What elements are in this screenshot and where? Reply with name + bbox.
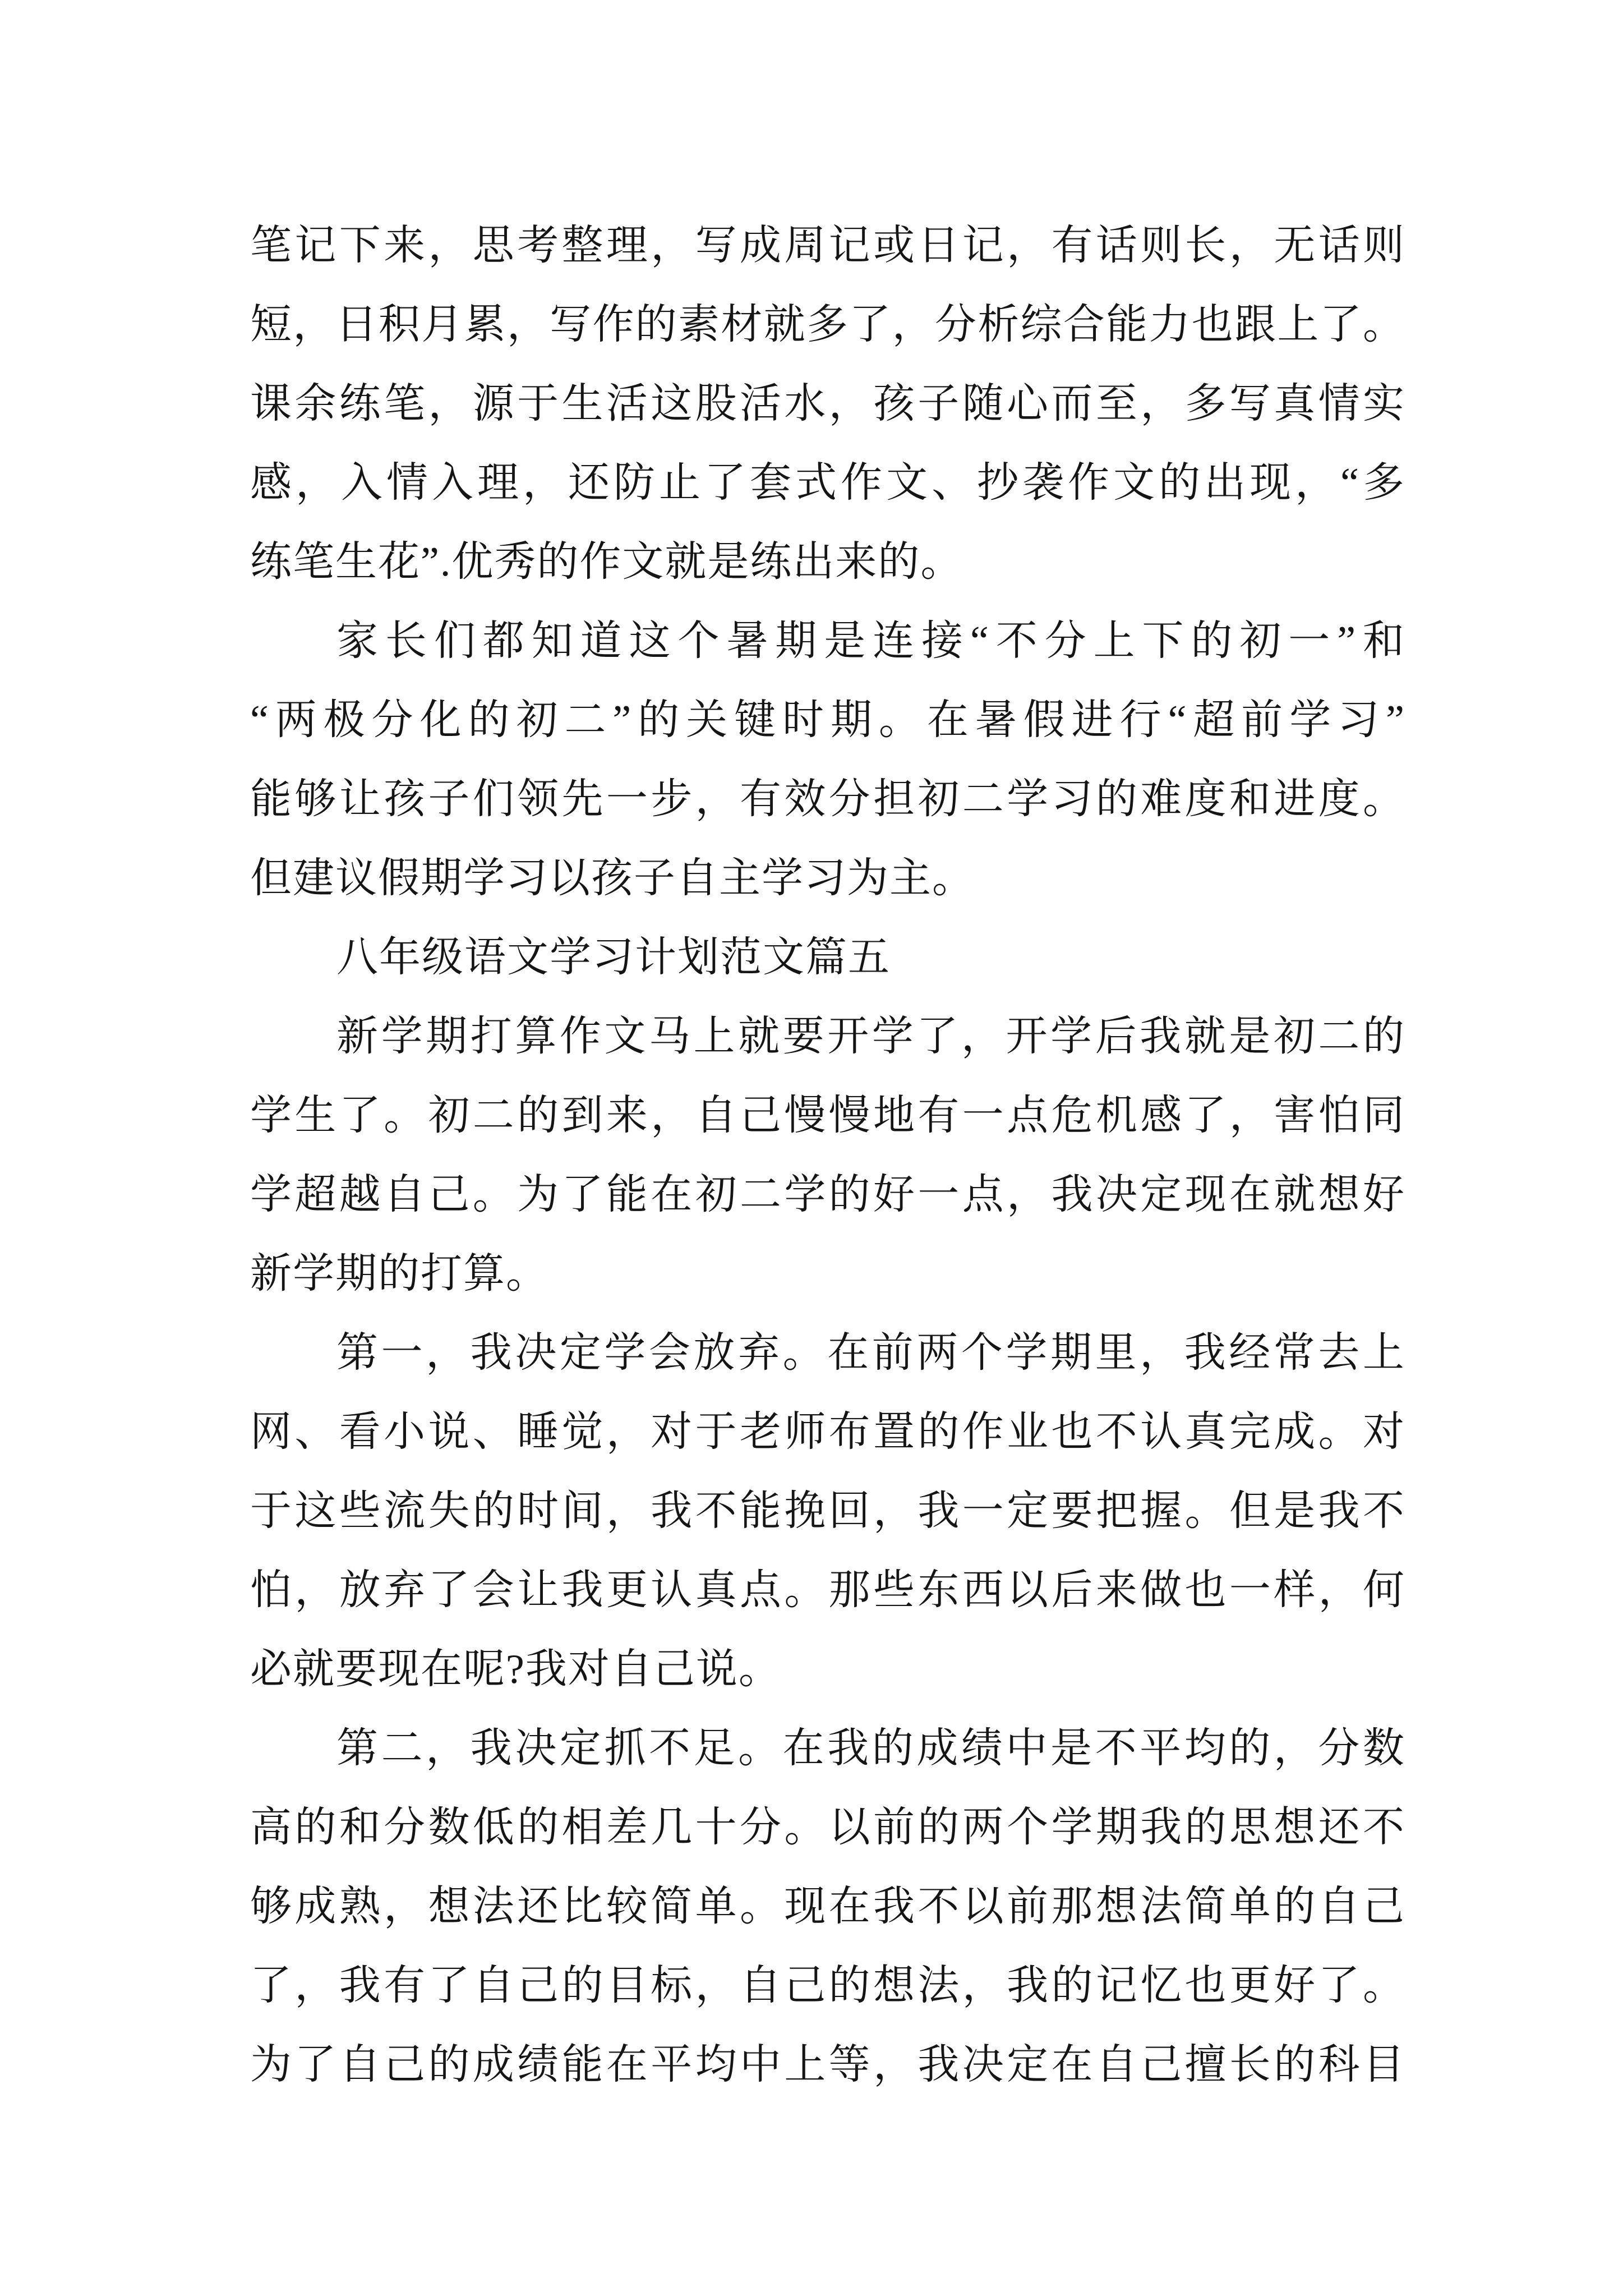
text-line: 必就要现在呢?我对自己说。 [250, 1646, 781, 1692]
text-line: 感，入情入理，还防止了套式作文、抄袭作文的出现，“多 [250, 460, 1405, 506]
text-line: 第二，我决定抓不足。在我的成绩中是不平均的，分数 [336, 1726, 1405, 1772]
text-line: 学生了。初二的到来，自己慢慢地有一点危机感了，害怕同 [250, 1093, 1405, 1139]
text-line: 家长们都知道这个暑期是连接“不分上下的初一”和 [336, 618, 1405, 664]
text-line: 高的和分数低的相差几十分。以前的两个学期我的思想还不 [250, 1805, 1405, 1851]
text-line: “两极分化的初二”的关键时期。在暑假进行“超前学习” [250, 697, 1405, 743]
text-line: 为了自己的成绩能在平均中上等，我决定在自己擅长的科目 [250, 2042, 1405, 2088]
paragraph [250, 997, 1405, 1314]
text-line: 了，我有了自己的目标，自己的想法，我的记忆也更好了。 [250, 1963, 1405, 2009]
text-line: 第一，我决定学会放弃。在前两个学期里，我经常去上 [336, 1330, 1405, 1376]
paragraph [250, 1709, 1405, 2105]
text-line: 怕，放弃了会让我更认真点。那些东西以后来做也一样，何 [250, 1567, 1405, 1613]
heading-line: 八年级语文学习计划范文篇五 [336, 935, 891, 981]
body-text [250, 206, 1405, 2105]
text-line: 于这些流失的时间，我不能挽回，我一定要把握。但是我不 [250, 1488, 1405, 1534]
text-line: 网、看小说、睡觉，对于老师布置的作业也不认真完成。对 [250, 1409, 1405, 1455]
text-line: 新学期的打算。 [250, 1251, 548, 1297]
text-line: 练笔生花”.优秀的作文就是练出来的。 [250, 539, 963, 585]
text-line: 学超越自己。为了能在初二学的好一点，我决定现在就想好 [250, 1172, 1405, 1218]
text-line: 笔记下来，思考整理，写成周记或日记，有话则长，无话则 [250, 223, 1405, 269]
text-line: 能够让孩子们领先一步，有效分担初二学习的难度和进度。 [250, 776, 1405, 822]
paragraph [250, 1314, 1405, 1709]
text-line: 够成熟，想法还比较简单。现在我不以前那想法简单的自己 [250, 1884, 1405, 1930]
text-line: 短，日积月累，写作的素材就多了，分析综合能力也跟上了。 [250, 302, 1405, 348]
section-heading [250, 918, 1405, 997]
text-line: 新学期打算作文马上就要开学了，开学后我就是初二的 [336, 1014, 1405, 1060]
paragraph [250, 602, 1405, 918]
text-line: 课余练笔，源于生活这股活水，孩子随心而至，多写真情实 [250, 381, 1405, 427]
text-line: 但建议假期学习以孩子自主学习为主。 [250, 855, 975, 901]
paragraph [250, 206, 1405, 602]
